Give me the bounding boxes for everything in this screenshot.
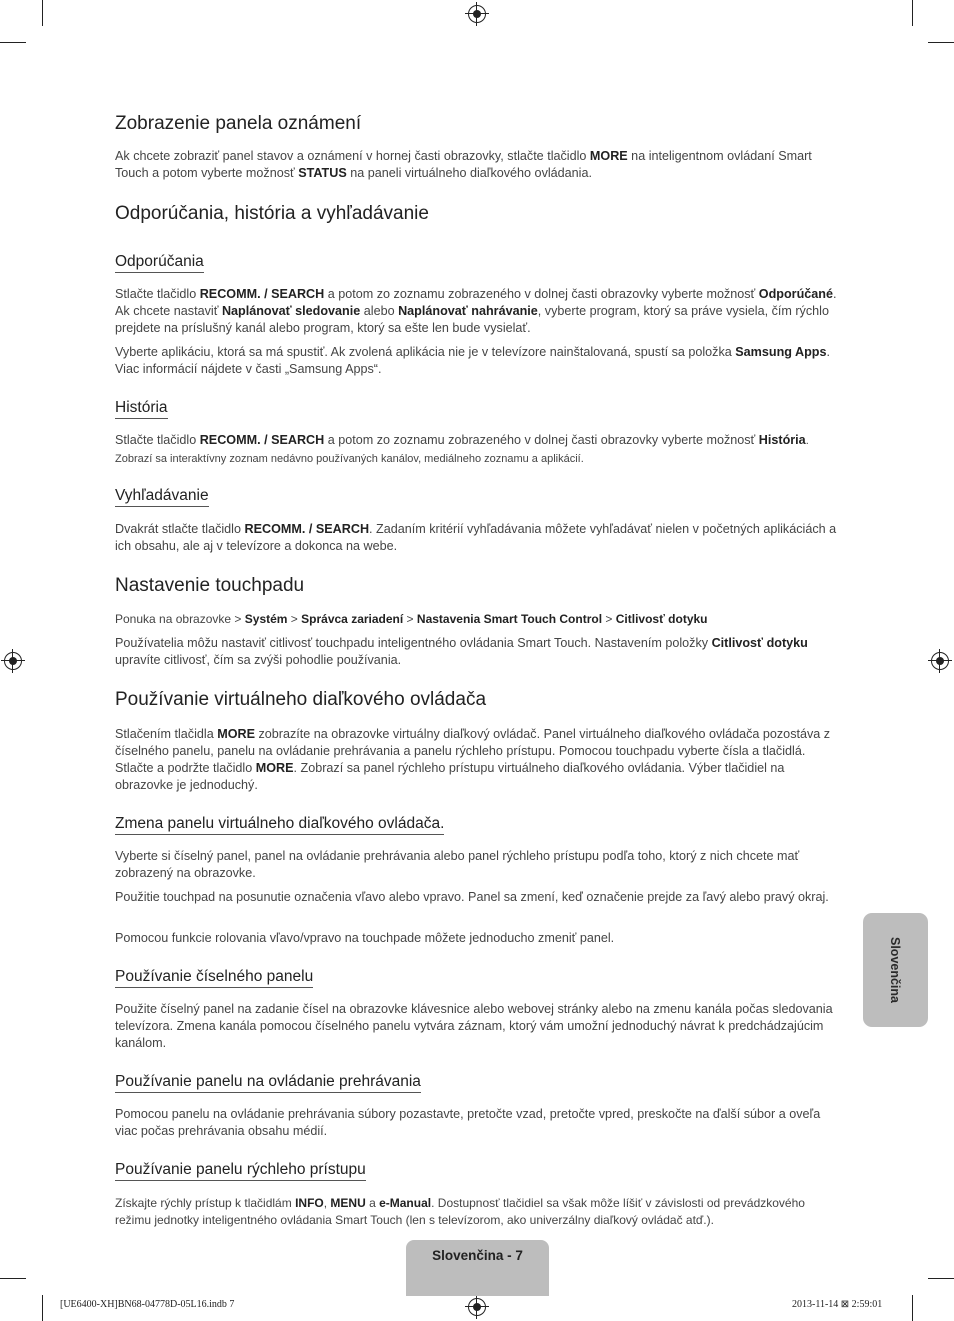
paragraph: Získajte rýchly prístup k tlačidlám INFO, MENU a e-Manual. Dostupnosť tlačidiel sa však môže líšiť v závislosti od prevádzkového režimu jednotky inteligentného ovládania Smart Touch (len s televízorom, ako univerzálny diaľkový ovládač atď.). (115, 1196, 805, 1227)
subsection-title: Používanie panelu na ovládanie prehrávania (115, 1073, 421, 1093)
paragraph: Stlačte tlačidlo RECOMM. / SEARCH a potom zo zoznamu zobrazeného v dolnej časti obrazovky vyberte možnosť Odporúčané. Ak chcete nastaviť Naplánovať sledovanie alebo Naplánovať nahrávanie, vyberte program, ktorý sa práve vysiela, čím rýchlo prejdete na príslušný kanál alebo program, ktorý sa ešte len bude vysielať. (115, 287, 837, 335)
paragraph: Dvakrát stlačte tlačidlo RECOMM. / SEARCH. Zadaním kritérií vyhľadávania môžete vyhľadávať nielen v početných aplikáciách a ich obsahu, ale aj v televízore a dokonca na webe. (115, 522, 837, 553)
crop-mark (912, 0, 913, 26)
subsection-title: Používanie panelu rýchleho prístupu (115, 1161, 366, 1181)
section-title-recommendations: Odporúčania, história a vyhľadávanie (115, 203, 429, 224)
crop-mark (912, 1295, 913, 1321)
paragraph: Použite číselný panel na zadanie čísel na obrazovke klávesnice alebo webovej stránky alebo na zmenu kanála počas sledovania televízora. Zmena kanála pomocou číselného panelu vytvára záznam, ktorý vám umožní jednoduchý návrat k predchádzajúcim kanálom. (115, 1002, 833, 1050)
registration-mark-icon (468, 5, 486, 23)
language-side-tab (863, 913, 928, 1027)
registration-mark-icon (931, 652, 949, 670)
registration-mark-icon (468, 1298, 486, 1316)
crop-mark (928, 1278, 954, 1279)
section-title-virtual-remote: Používanie virtuálneho diaľkového ovládača (115, 689, 487, 710)
crop-mark (0, 42, 26, 43)
crop-mark (42, 0, 43, 26)
crop-mark (42, 1295, 43, 1321)
page-number: Slovenčina - 7 (432, 1248, 523, 1263)
paragraph: Vyberte si číselný panel, panel na ovládanie prehrávania alebo panel rýchleho prístupu podľa toho, ktorý z nich chcete mať zobrazený na obrazovke. (115, 849, 800, 880)
page-number-box (406, 1240, 549, 1296)
subsection-title: História (115, 399, 168, 419)
paragraph: Pomocou funkcie rolovania vľavo/vpravo na touchpade môžete jednoducho zmeniť panel. (115, 931, 615, 945)
paragraph: Použitie touchpad na posunutie označenia vľavo alebo vpravo. Panel sa zmení, keď označenie prejde za ľavý alebo pravý okraj. (115, 890, 829, 904)
menu-path: Ponuka na obrazovke > Systém > Správca zariadení > Nastavenia Smart Touch Control > Citlivosť dotyku (115, 612, 708, 626)
paragraph: Stlačte tlačidlo RECOMM. / SEARCH a potom zo zoznamu zobrazeného v dolnej časti obrazovky vyberte možnosť História. Zobrazí sa interaktívny zoznam nedávno používaných kanálov, mediálneho zoznamu a aplikácií. (115, 433, 809, 465)
subsection-title: Zmena panelu virtuálneho diaľkového ovládača. (115, 815, 444, 835)
footer-timestamp: 2013-11-14 ⊠ 2:59:01 (792, 1299, 883, 1310)
subsection-title: Vyhľadávanie (115, 487, 209, 507)
paragraph: Používatelia môžu nastaviť citlivosť touchpadu inteligentného ovládania Smart Touch. Nastavením položky Citlivosť dotyku upravíte citlivosť, čím sa zvýši pohodlie používania. (115, 636, 808, 667)
section-title-touchpad: Nastavenie touchpadu (115, 575, 305, 596)
subsection-title: Odporúčania (115, 253, 204, 273)
registration-mark-icon (4, 652, 22, 670)
paragraph: Stlačením tlačidla MORE zobrazíte na obrazovke virtuálny diaľkový ovládač. Panel virtuálneho diaľkového ovládača pozostáva z číselného panelu, panelu na ovládanie prehrávania a panelu rýchleho prístupu. Pomocou touchpadu vyberte čísla a tlačidlá. Stlačte a podržte tlačidlo MORE. Zobrazí sa panel rýchleho prístupu virtuálneho diaľkového ovládania. Výber tlačidiel na obrazovke je jednoduchý. (115, 727, 831, 792)
crop-mark (0, 1278, 26, 1279)
section-title-notifications: Zobrazenie panela oznámení (115, 113, 362, 134)
footer-file-info: [UE6400-XH]BN68-04778D-05L16.indb 7 (60, 1299, 235, 1310)
paragraph: Vyberte aplikáciu, ktorá sa má spustiť. Ak zvolená aplikácia nie je v televízore nainštalovaná, spustí sa položka Samsung Apps. Viac informácií nájdete v časti „Samsung Apps“. (115, 345, 830, 376)
subsection-title: Používanie číselného panelu (115, 968, 313, 988)
paragraph: Pomocou panelu na ovládanie prehrávania súbory pozastavte, pretočte vzad, pretočte vpred, preskočte na ďalší súbor a oveľa viac počas prehrávania obsahu médií. (115, 1107, 821, 1138)
crop-mark (928, 42, 954, 43)
side-tab-label: Slovenčina (888, 937, 902, 1003)
paragraph: Ak chcete zobraziť panel stavov a oznámení v hornej časti obrazovky, stlačte tlačidlo MORE na inteligentnom ovládaní Smart Touch a potom vyberte možnosť STATUS na paneli virtuálneho diaľkového ovládania. (115, 149, 812, 180)
